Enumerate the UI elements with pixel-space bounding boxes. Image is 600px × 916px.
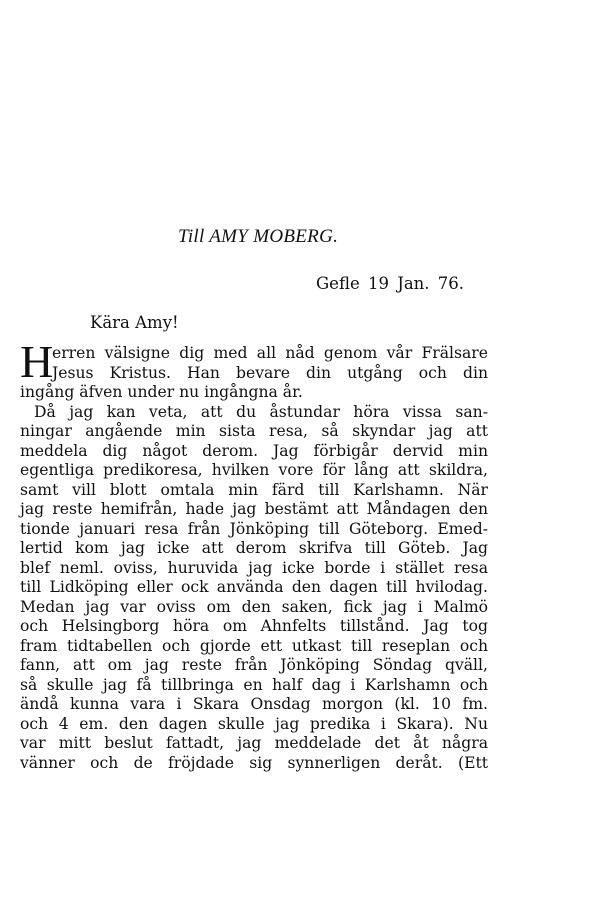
body-line: erren välsigne dig med all nåd genom vår Frälsare: [52, 344, 488, 362]
letter-dateline: Gefle 19 Jan. 76.: [316, 274, 465, 293]
body-line: och 4 em. den dagen skulle jag predika i Skara). Nu: [20, 714, 488, 733]
body-line: så skulle jag få tillbringa en half dag i Karlshamn och: [20, 675, 488, 694]
body-line: fann, att om jag reste från Jönköping Söndag qväll,: [20, 656, 488, 674]
body-line: fram tidtabellen och gjorde ett utkast till reseplan och: [20, 636, 488, 655]
body-line: och Helsingborg höra om Ahnfelts tillstånd. Jag tog: [20, 617, 488, 635]
body-line: Då jag kan veta, att du åstundar höra vissa san-: [34, 402, 488, 421]
letter-salutation: Kära Amy!: [90, 313, 179, 332]
body-line: till Lidköping eller ock använda den dagen till hvilodag.: [20, 578, 488, 596]
body-line: jag reste hemifrån, hade jag bestämt att Måndagen den: [20, 500, 488, 518]
body-line: ningar angående min sista resa, så skyndar jag att: [20, 422, 488, 440]
letter-body: [20, 336, 488, 773]
body-line: Jesus Kristus. Han bevare din utgång och din: [52, 363, 488, 382]
body-line: meddela dig något derom. Jag förbigår dervid min: [20, 441, 488, 460]
letter-title: Till AMY MOBERG.: [178, 226, 339, 247]
body-line: lertid kom jag icke att derom skrifva till Göteb. Jag: [20, 539, 488, 557]
body-line: var mitt beslut fattadt, jag meddelade det åt några: [20, 734, 488, 752]
body-line: tionde januari resa från Jönköping till Göteborg. Emed-: [20, 519, 488, 538]
drop-cap: H: [20, 336, 54, 387]
body-line: egentliga predikoresa, hvilken vore för lång att skildra,: [20, 461, 488, 479]
body-line: ingång äfven under nu ingångna år.: [20, 383, 303, 401]
body-line: ändå kunna vara i Skara Onsdag morgon (kl. 10 fm.: [20, 695, 488, 713]
body-line: Medan jag var oviss om den saken, fick jag i Malmö: [20, 597, 488, 616]
body-line: blef neml. oviss, huruvida jag icke borde i stället resa: [20, 558, 488, 577]
body-line: vänner och de fröjdade sig synnerligen deråt. (Ett: [20, 753, 488, 772]
body-line: samt vill blott omtala min färd till Karlshamn. När: [20, 480, 488, 499]
